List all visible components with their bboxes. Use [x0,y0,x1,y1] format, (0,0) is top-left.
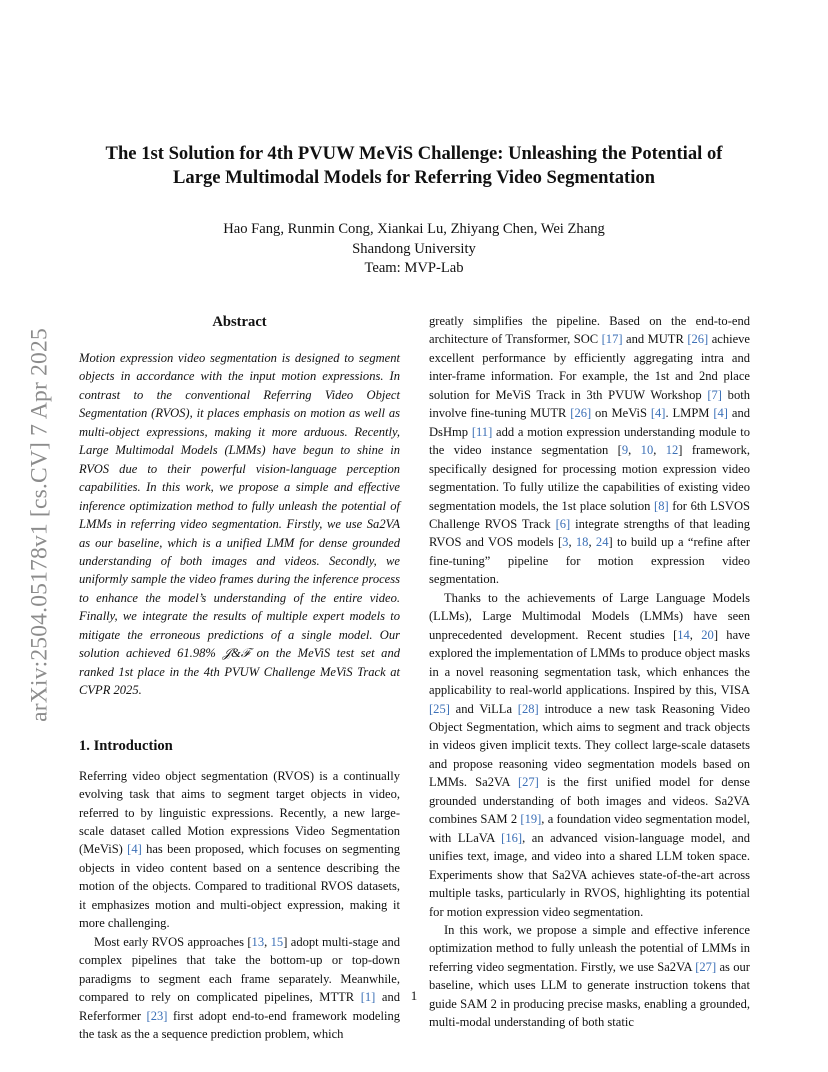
text-span: , a foundation video segmentation model, with LLaVA [429,812,751,845]
citation-link[interactable]: [27] [517,775,539,790]
text-span: ] framework, specifically designed for processing motion expression video segmentation. To fully utilize the capabilities of existing video segmentation models, the 1st place solution [429,443,751,513]
text-span: first adopt end-to-end framework modeling the task as the a sequence prediction problem, which [79,1008,400,1041]
citation-link[interactable]: [23] [146,1008,168,1023]
abstract-text: Motion expression video segmentation is designed to segment objects in accordance with the input motion expressions. In contrast to the conventional Referring Video Object Segmentation (RVOS), it places emphasis on motion as well as multi-object expressions, making it more arduous. Recently, Large Multimodal Models (LMMs) have begun to shine in RVOS due to their powerful vision-language perception capabilities. In this work, we propose a simple and effective inference optimization method to fully unleash the potential of LMMs in referring video segmentation. Firstly, we use Sa2VA as our baseline, which is a unified LMM for dense grounded understanding of both images and videos. Secondly, we uniformly sample the video frames during the inference process to enhance the model’s understanding of the entire video. Finally, we integrate the results of multiple expert models to mitigate the erroneous predictions of a single model. Our solution achieved 61.98% 𝒥&ℱ on the MeViS test set and ranked 1st place in the 4th PVUW Challenge MeViS Track at CVPR 2025. [79,351,400,698]
citation-link[interactable]: [4] [650,406,666,421]
citation-link[interactable]: 3 [562,535,569,550]
intro-paragraph-4 [429,589,750,921]
title-line-2: Large Multimodal Models for Referring Video Segmentation [173,167,655,188]
citation-link[interactable]: [19] [520,812,542,827]
right-column [429,312,750,1032]
citation-link[interactable]: [27] [695,959,717,974]
page-number: 1 [410,988,418,1003]
text-span: , [628,443,641,458]
text-span: has been proposed, which focuses on segmenting objects in video content based on a sentence describing the motion of the objects. Compared to traditional RVOS datasets, it emphasizes motion and multi-object expression, making it more challenging. [79,842,400,931]
text-span: , [689,627,702,642]
intro-heading: 1. Introduction [79,737,173,754]
text-span: and DsHmp [429,406,750,439]
team-name: Team: MVP-Lab [364,260,464,276]
citation-link[interactable]: [6] [555,516,571,531]
text-span: , [568,535,576,550]
citation-link[interactable]: [8] [654,498,669,513]
citation-link[interactable]: [7] [707,387,722,402]
citation-link[interactable]: 15 [270,934,284,949]
citation-link[interactable]: 24 [595,535,609,550]
text-span: achieve excellent performance by efficiently aggregating intra and inter-frame information. For example, the 1st and 2nd place solution for MeViS Track in 3th PVUW Workshop [429,332,750,402]
citation-link[interactable]: [4] [713,406,728,421]
text-span: both involve fine-tuning MUTR [429,387,750,421]
citation-link[interactable]: 14 [677,627,690,642]
text-span: In this work, we propose a simple and effective inference optimization method to fully unleash the potential of LMMs in referring video segmentation. Firstly, we use Sa2VA [429,922,750,974]
intro-paragraph-1 [79,767,400,933]
text-span: as our baseline, which uses LLM to generate instruction tokens that guide SAM 2 in producing precise masks, enabling a grounded, multi-modal understanding of both static [429,959,750,1030]
citation-link[interactable]: [17] [601,332,623,347]
author-block [70,220,758,279]
text-span: on MeViS [591,406,651,421]
arxiv-id-text: arXiv:2504.05178v1 [cs.CV] 7 Apr 2025 [26,328,53,722]
text-span: add a motion expression understanding module to the video instance segmentation [ [429,424,750,458]
text-span: Thanks to the achievements of Large Language Models (LLMs), Large Multimodal Models (LMMs) have seen unprecedented development. Recent studies [ [429,590,750,642]
abstract-heading: Abstract [212,314,267,330]
text-span: , [588,535,596,550]
text-span: , [653,443,666,458]
text-span: ] adopt multi-stage and complex pipelines that take the bottom-up or top-down paradigms to segment each frame separately. Meanwhile, compared to rely on complicated pipelines, MTTR [79,934,401,1005]
arxiv-identifier [22,290,58,760]
text-span: integrate strengths of that leading RVOS and VOS models [ [429,516,750,550]
intro-paragraph-5 [429,921,750,1032]
citation-link[interactable]: [26] [687,332,709,347]
text-span: greatly simplifies the pipeline. Based on the end-to-end architecture of Transformer, SOC [429,314,750,347]
citation-link[interactable]: [16] [501,830,523,845]
citation-link[interactable]: [1] [360,990,376,1005]
text-span: ] have explored the implementation of LMMs to produce object masks in a novel reasoning segmentation task, which enhances the applicability to real-world applications. Inspired by this, VISA [429,627,750,698]
paper-title [70,142,758,190]
title-line-1: The 1st Solution for 4th PVUW MeViS Challenge: Unleashing the Potential of [105,143,723,164]
text-span: is the first unified model for dense grounded understanding of both images and videos. Sa2VA combines SAM 2 [429,775,750,827]
text-span: , an advanced vision-language model, and unifies text, image, and video into a shared LLM token space. Experiments show that Sa2VA achieves state-of-the-art across multiple tasks, particularly in RVOS, highlighting its potential for motion expression video segmentation. [429,830,750,919]
text-span: ] to build up a “refine after fine-tuning” pipeline for motion expression video segmentation. [429,535,751,587]
citation-link[interactable]: [11] [471,424,493,439]
citation-link[interactable]: [25] [429,701,450,716]
left-column [79,312,400,1043]
text-span: and Referformer [79,990,400,1023]
author-names: Hao Fang, Runmin Cong, Xiankai Lu, Zhiyang Chen, Wei Zhang [223,221,605,237]
citation-link[interactable]: 10 [640,443,654,458]
affiliation: Shandong University [352,240,476,257]
citation-link[interactable]: [4] [127,842,142,857]
text-span: introduce a new task Reasoning Video Object Segmentation, which aims to segment and track objects in videos given implicit texts. They collect large-scale datasets and propose reasoning video segmentation models based on LMMs. Sa2VA [429,701,750,790]
citation-link[interactable]: [28] [517,701,539,716]
citation-link[interactable]: [26] [570,406,592,421]
citation-link[interactable]: 18 [575,535,589,550]
citation-link[interactable]: 9 [621,443,629,458]
text-span: Referring video object segmentation (RVOS) is a continually evolving task that aims to segment target objects in video, referred to by linguistic expressions. Recently, a new large-scale dataset called Motion expressions Video Segmentation (MeViS) [79,768,400,857]
text-span: . LMPM [665,406,714,421]
text-span: for 6th LSVOS Challenge RVOS Track [429,498,750,531]
text-span: , [264,934,271,949]
text-span: and MUTR [622,332,688,347]
text-span: Most early RVOS approaches [ [94,934,252,949]
citation-link[interactable]: 12 [665,443,679,458]
citation-link[interactable]: 13 [251,934,265,949]
intro-paragraph-3 [429,312,750,589]
citation-link[interactable]: 20 [701,627,714,642]
text-span: and ViLLa [449,701,518,716]
